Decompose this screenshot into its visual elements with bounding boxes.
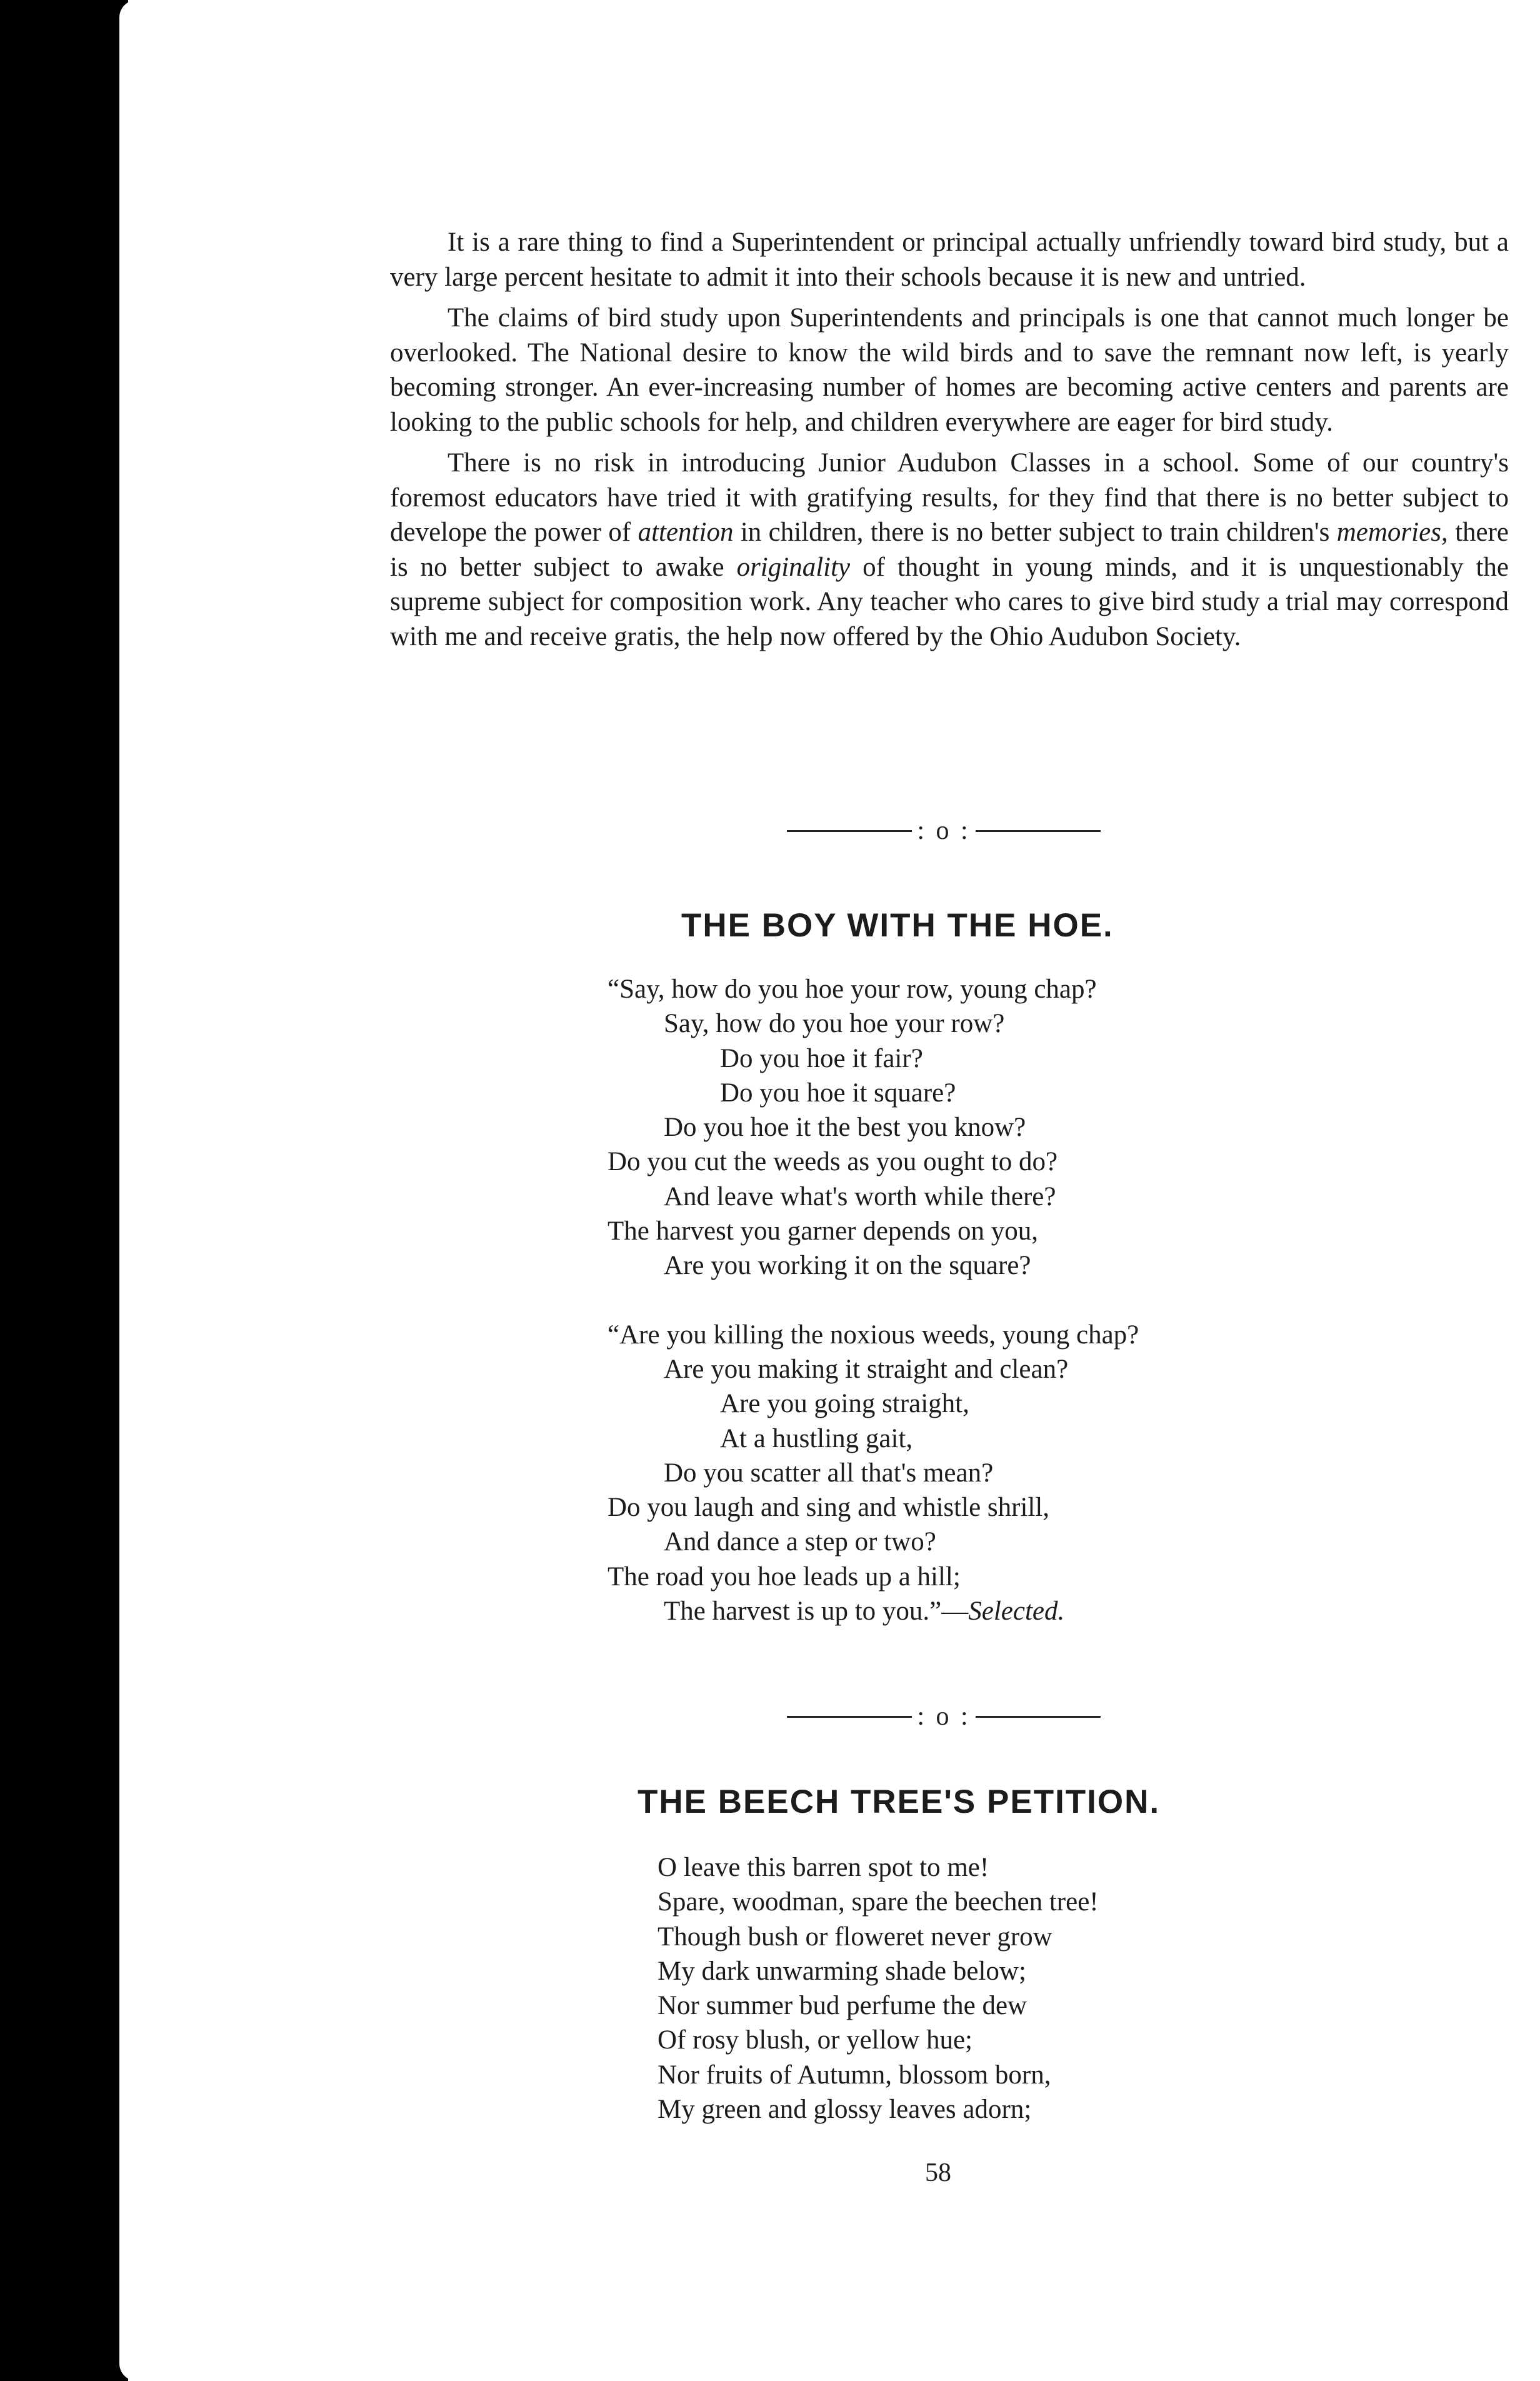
poem-1-stanza-2 [608, 1318, 1139, 1629]
poem-1-stanza-1 [608, 972, 1139, 1283]
separator-rule [976, 1716, 1101, 1718]
poem-line: And dance a step or two? [664, 1527, 936, 1557]
separator-mark: : o : [917, 816, 971, 845]
poem-line: Do you laugh and sing and whistle shrill, [608, 1493, 1050, 1523]
poem-line: Are you working it on the square? [664, 1251, 1031, 1281]
paragraph-2: The claims of bird study upon Superintendents and principals is one that cannot much longer be overlooked. The National desire to know the wild birds and to save the remnant now left, is yearly becoming stronger. An ever-increasing number of homes are becoming active centers and parents are looking to the public schools for help, and children everywhere are eager for bird study. [390, 303, 1509, 437]
separator-mark: : o : [917, 1702, 971, 1731]
attribution: Selected. [968, 1597, 1065, 1627]
poem-line: Do you hoe it the best you know? [664, 1113, 1026, 1143]
poem-line: The road you hoe leads up a hill; [608, 1561, 961, 1592]
poem-line: My green and glossy leaves adorn; [658, 2095, 1032, 2125]
poem-2-title: THE BEECH TREE'S PETITION. [638, 1783, 1161, 1820]
emphasis-memories: memories, [1336, 518, 1448, 547]
poem-1-title: THE BOY WITH THE HOE. [681, 907, 1114, 944]
paragraph-1: It is a rare thing to find a Superintendent or principal actually unfriendly toward bird study, but a very large percent hesitate to admit it into their schools because it is new and untried. [390, 228, 1509, 292]
paragraph-3-text-d: of thought in young minds, and it is unquestionably the supreme subject for composition work. Any teacher who cares to give bird study a trial may correspond with me and receive gratis, the help now offered by the Ohio Audubon Society. [390, 552, 1509, 651]
poem-line: Spare, woodman, spare the beechen tree! [658, 1887, 1099, 1917]
emphasis-originality: originality [736, 552, 851, 582]
poem-line: O leave this barren spot to me! [658, 1853, 989, 1882]
poem-line: And leave what's worth while there? [664, 1181, 1056, 1211]
separator-1 [769, 816, 1119, 846]
paragraph-3-text-b: in children, there is no better subject to train children's [740, 518, 1330, 547]
poem-line: My dark unwarming shade below; [658, 1956, 1026, 1986]
poem-2 [658, 1850, 1099, 2127]
poem-line: Do you hoe it square? [720, 1078, 956, 1108]
poem-last-line: The harvest is up to you.”— [664, 1597, 969, 1627]
poem-line: Do you hoe it fair? [720, 1043, 923, 1073]
poem-line: Say, how do you hoe your row? [664, 1009, 1005, 1039]
poem-line: Are you going straight, [720, 1389, 969, 1419]
poem-line: “Are you killing the noxious weeds, young chap? [608, 1320, 1139, 1350]
separator-rule [787, 1716, 912, 1718]
poem-line: Do you cut the weeds as you ought to do? [608, 1147, 1058, 1177]
poem-line: At a hustling gait, [720, 1423, 913, 1453]
poem-line: Are you making it straight and clean? [664, 1354, 1069, 1384]
poem-line: Though bush or floweret never grow [658, 1922, 1052, 1952]
prose-block [390, 225, 1509, 660]
poem-line: The harvest you garner depends on you, [608, 1216, 1038, 1246]
paragraph-3 [390, 446, 1509, 654]
separator-2 [769, 1702, 1119, 1732]
poem-1 [608, 972, 1139, 1628]
poem-line: “Say, how do you hoe your row, young chap? [608, 975, 1097, 1004]
scan-edge [0, 0, 128, 2381]
emphasis-attention: attention [638, 518, 734, 547]
poem-line: Nor fruits of Autumn, blossom born, [658, 2060, 1051, 2090]
poem-line: Nor summer bud perfume the dew [658, 1991, 1028, 2021]
separator-rule [976, 830, 1101, 832]
poem-line: Do you scatter all that's mean? [664, 1458, 994, 1488]
poem-line: Of rosy blush, or yellow hue; [658, 2025, 972, 2055]
paragraph-3-text-c: there is no better subject to awake [390, 518, 1509, 582]
paragraph-3-text-a: There is no risk in introducing Junior Audubon Classes in a school. Some of our country's foremost educators have tried it with gratifying results, for they find that there is no better subject to develope the power of [390, 448, 1509, 547]
separator-rule [787, 830, 912, 832]
page-number: 58 [925, 2158, 951, 2187]
poem-line [608, 1594, 1139, 1628]
